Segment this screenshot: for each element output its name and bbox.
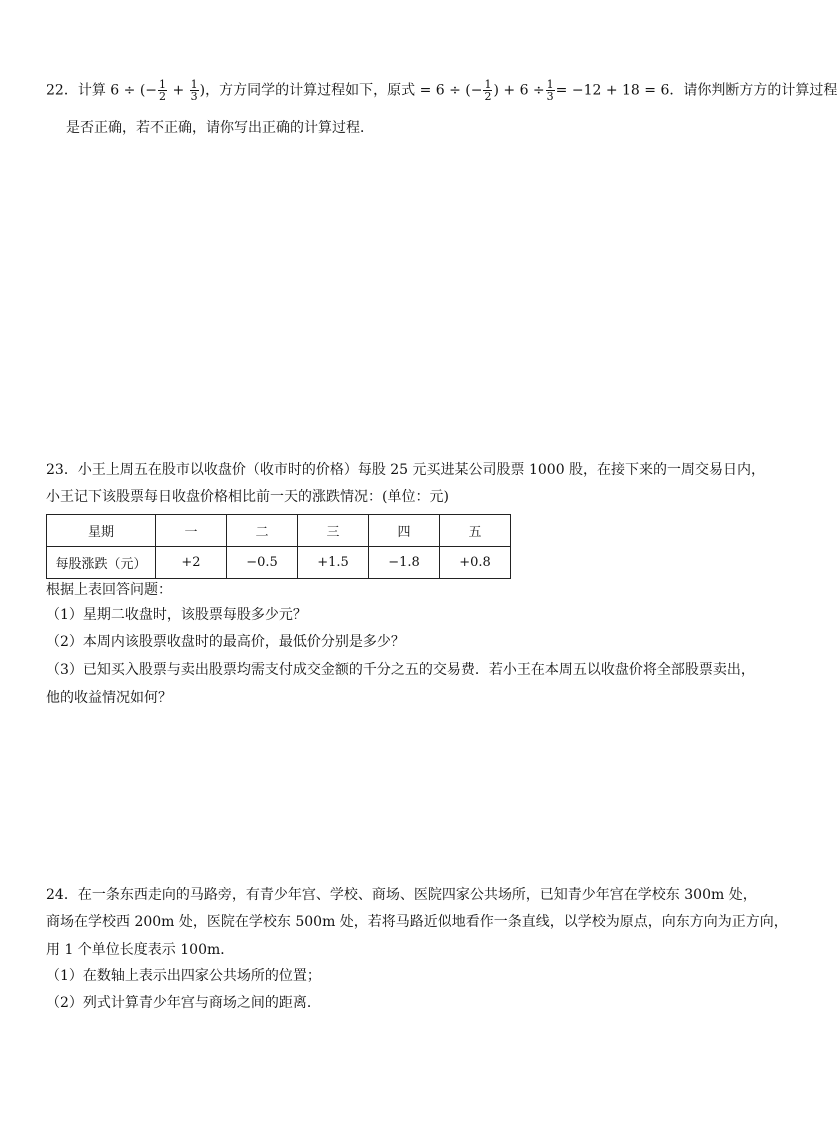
q22-frac4: $\frac{1}{3}$ xyxy=(546,78,554,103)
table-day-cell: 五 xyxy=(440,515,511,547)
q23-line2: 小王记下该股票每日收盘价格相比前一天的涨跌情况：(单位：元) xyxy=(46,489,449,505)
q23-sub3-line2: 他的收益情况如何？ xyxy=(46,690,172,706)
q22-frac1: $\frac{1}{2}$ xyxy=(159,78,167,103)
q23-sub2: （2）本周内该股票收盘时的最高价，最低价分别是多少？ xyxy=(46,634,405,650)
table-day-cell: 一 xyxy=(156,515,227,547)
q23-sub1: （1）星期二收盘时，该股票每股多少元？ xyxy=(46,607,307,623)
q22-text-c: ) + 6 ÷ xyxy=(493,82,545,99)
table-value-cell: +2 xyxy=(156,547,227,579)
table-day-cell: 四 xyxy=(369,515,440,547)
q22-frac3: $\frac{1}{2}$ xyxy=(484,78,492,103)
table-value-cell: −0.5 xyxy=(227,547,298,579)
table-value-cell: +0.8 xyxy=(440,547,511,579)
q22-number: 22． xyxy=(46,82,78,99)
stock-table xyxy=(46,514,511,579)
q22-plus: + xyxy=(168,82,189,99)
q22-text-d: = −12 + 18 = 6．请你判断方方的计算过程 xyxy=(555,82,837,99)
q23-prompt: 根据上表回答问题： xyxy=(46,582,172,598)
q22-line2: 是否正确，若不正确，请你写出正确的计算过程． xyxy=(66,120,374,136)
table-header-row xyxy=(47,515,511,547)
q24-line2: 商场在学校西 200m 处，医院在学校东 500m 处，若将马路近似地看作一条直线，以学校为原点，向东方向为正方向， xyxy=(46,914,788,930)
q22-text-b: )，方方同学的计算过程如下，原式 = 6 ÷ (− xyxy=(199,82,483,99)
table-header-label: 星期 xyxy=(47,515,156,547)
q23-sub3-line1: （3）已知买入股票与卖出股票均需支付成交金额的千分之五的交易费．若小王在本周五以收盘价将全部股票卖出， xyxy=(46,662,755,678)
table-day-cell: 三 xyxy=(298,515,369,547)
table-value-cell: +1.5 xyxy=(298,547,369,579)
q23-line1: 23．小王上周五在股市以收盘价（收市时的价格）每股 25 元买进某公司股票 1000 股，在接下来的一周交易日内， xyxy=(46,462,766,478)
q24-line1: 24．在一条东西走向的马路旁，有青少年宫、学校、商场、医院四家公共场所，已知青少年宫在学校东 300m 处， xyxy=(46,887,757,903)
q22-line1 xyxy=(46,79,837,102)
q24-sub1: （1）在数轴上表示出四家公共场所的位置； xyxy=(46,968,321,984)
table-value-row xyxy=(47,547,511,579)
q22-text-a: 计算 6 ÷ (− xyxy=(77,82,158,99)
q24-line3: 用 1 个单位长度表示 100m． xyxy=(46,942,235,958)
q22-frac2: $\frac{1}{3}$ xyxy=(190,78,198,103)
table-row-label: 每股涨跌（元） xyxy=(47,547,156,579)
table-day-cell: 二 xyxy=(227,515,298,547)
q24-sub2: （2）列式计算青少年宫与商场之间的距离． xyxy=(46,995,321,1011)
table-value-cell: −1.8 xyxy=(369,547,440,579)
